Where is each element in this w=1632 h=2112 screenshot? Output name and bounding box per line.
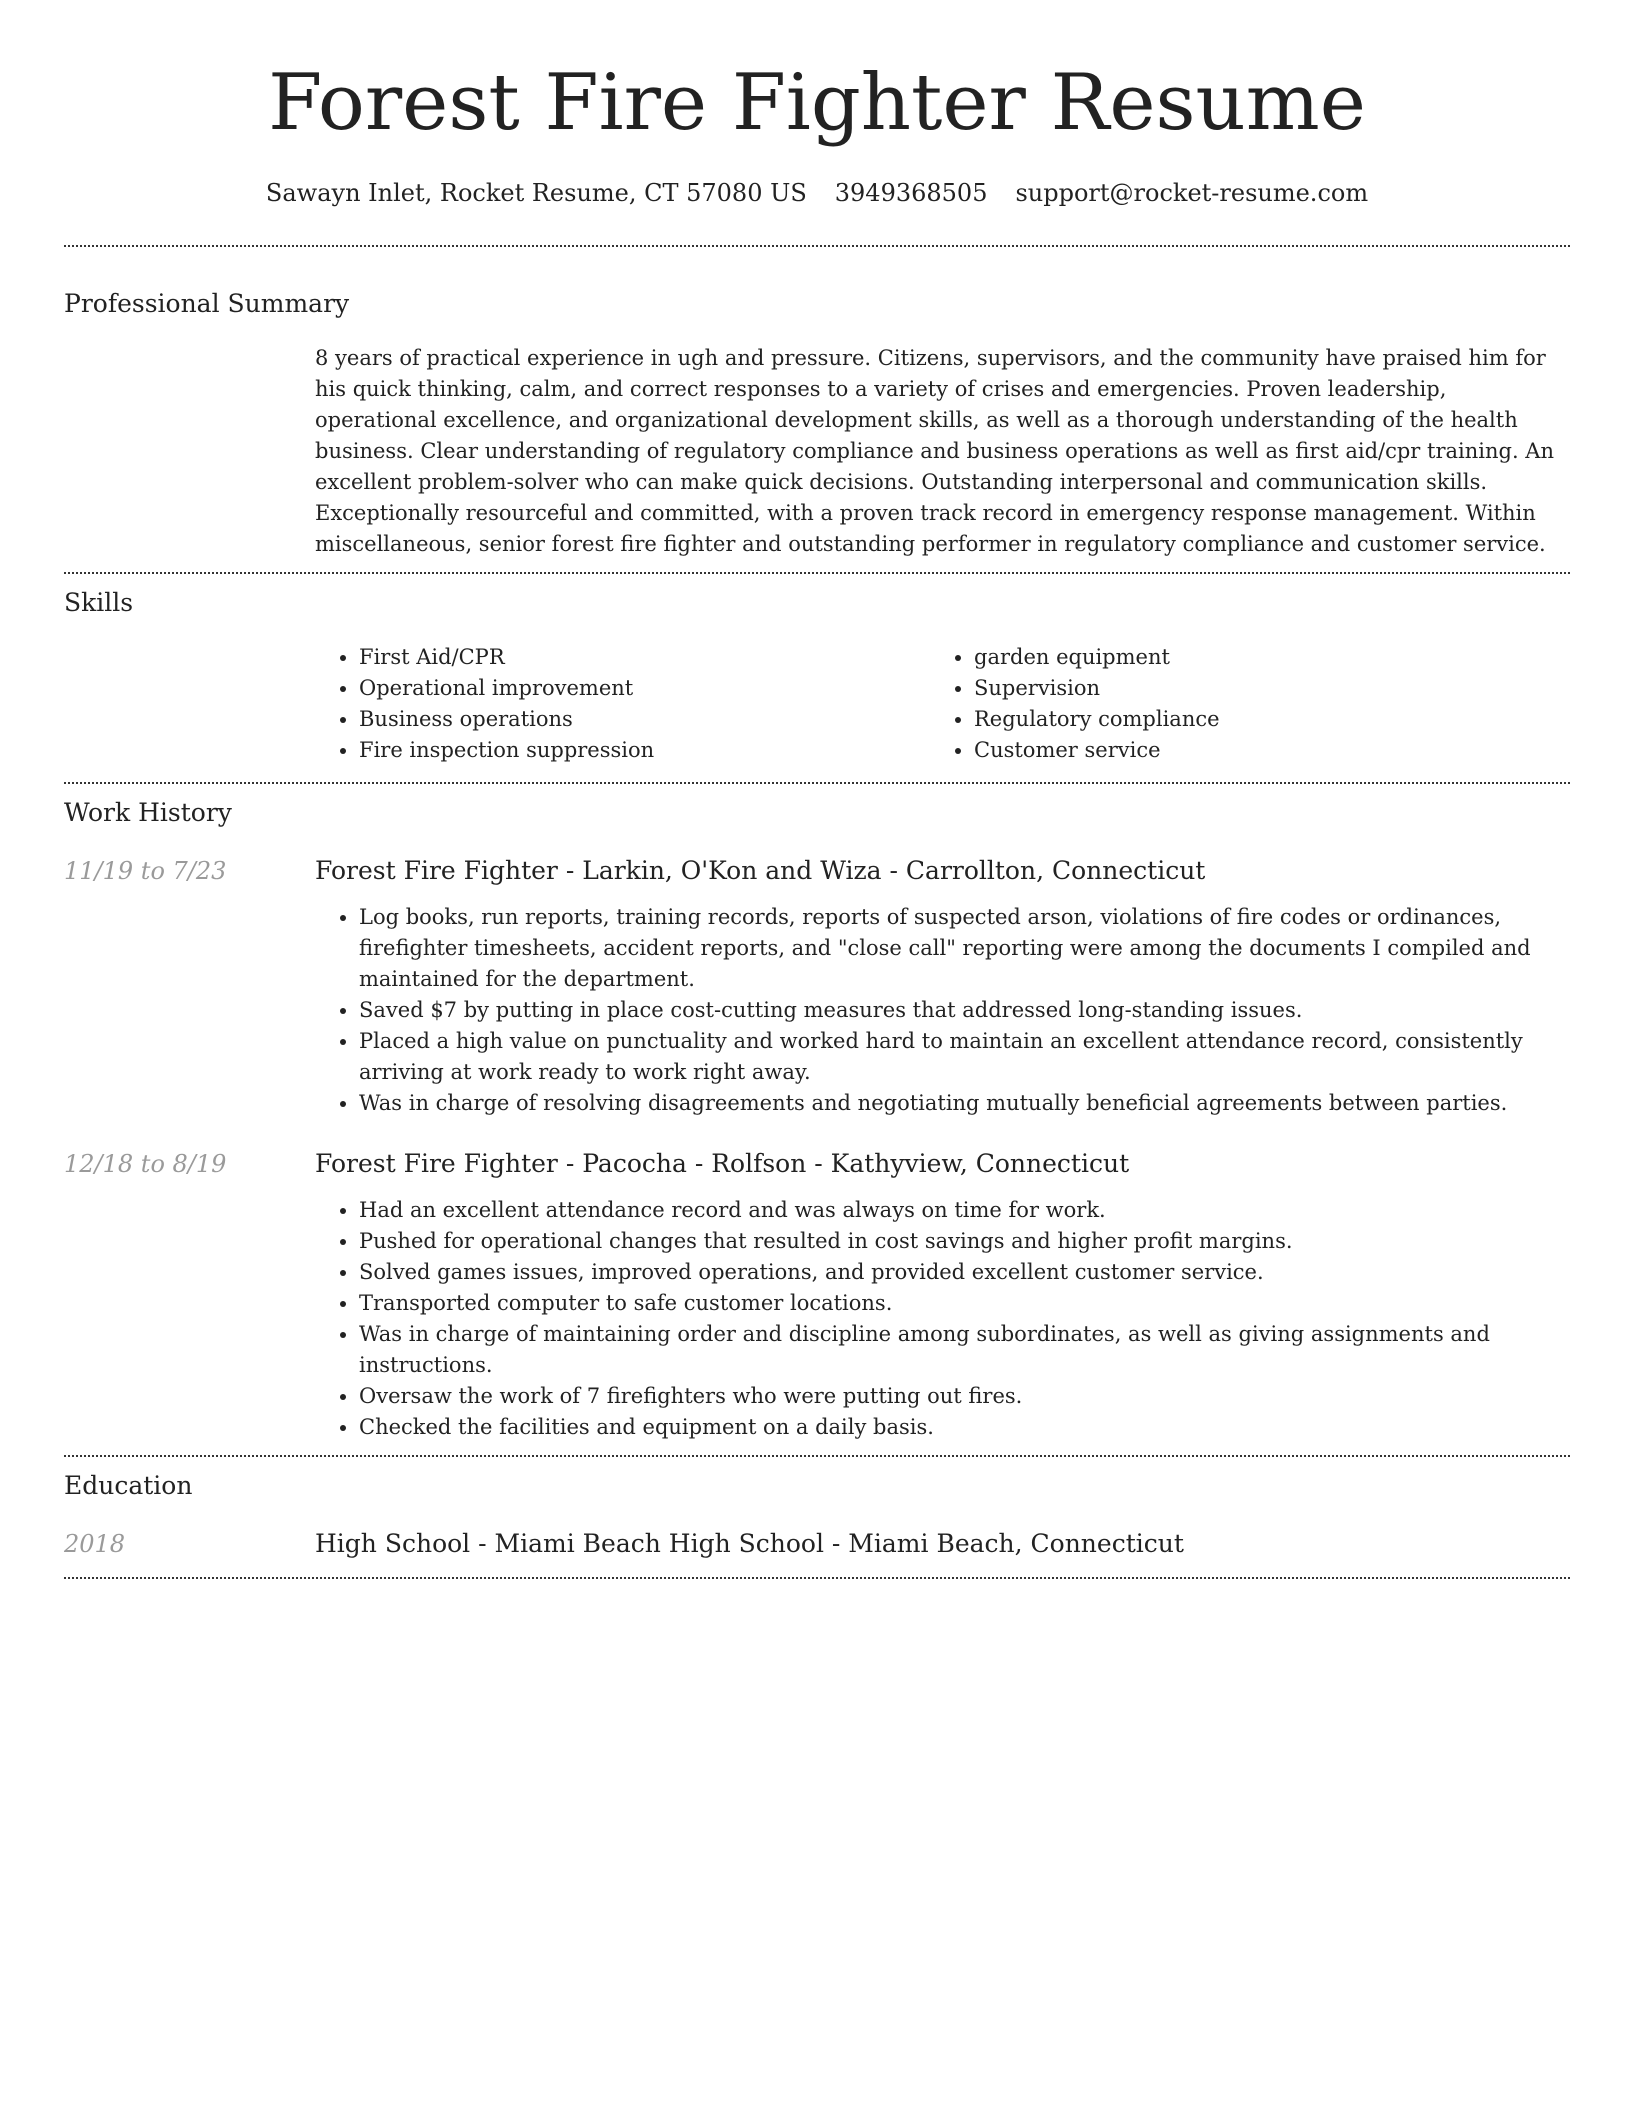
skills-heading: Skills <box>64 588 134 617</box>
education-entry <box>64 1527 1570 1561</box>
work-history-heading: Work History <box>64 798 232 827</box>
skill-item: • Supervision <box>974 673 1544 704</box>
job-dates: 12/18 to 8/19 <box>64 1150 227 1178</box>
job-title: Forest Fire Fighter - Pacocha - Rolfson - Kathyview, Connecticut <box>315 1149 1130 1178</box>
work-history-section <box>64 784 1570 1443</box>
resume-page <box>64 0 1570 1579</box>
skill-item: • Fire inspection suppression <box>359 735 930 766</box>
skill-item: • Business operations <box>359 704 930 735</box>
skill-item: • Customer service <box>974 735 1544 766</box>
contact-email: support@rocket-resume.com <box>1015 179 1369 207</box>
job-dates: 11/19 to 7/23 <box>64 857 227 885</box>
skill-item: • First Aid/CPR <box>359 642 930 673</box>
summary-text: 8 years of practical experience in ugh and pressure. Citizens, supervisors, and the community have praised him for his quick thinking, calm, and correct responses to a variety of crises and emergencies. Proven leadership, operational excellence, and organizational development skills, as well as a thorough understanding of the health business. Clear understanding of regulatory compliance and business operations as well as first aid/cpr training. An excellent problem-solver who can make quick decisions. Outstanding interpersonal and communication skills. Exceptionally resourceful and committed, with a proven track record in emergency response management. Within miscellaneous, senior forest fire fighter and outstanding performer in regulatory compliance and customer service. <box>315 346 1554 556</box>
contact-phone: 3949368505 <box>834 179 988 207</box>
job-entry <box>64 1147 1570 1443</box>
contact-line <box>64 176 1570 210</box>
job-bullet: • Solved games issues, improved operations, and provided excellent customer service. <box>359 1257 1570 1288</box>
summary-section <box>64 247 1570 560</box>
skills-list-left <box>315 642 930 766</box>
job-bullet: • Transported computer to safe customer locations. <box>359 1288 1570 1319</box>
job-bullet: • Was in charge of maintaining order and discipline among subordinates, as well as giving assignments and instructions. <box>359 1319 1570 1381</box>
job-bullet: • Placed a high value on punctuality and worked hard to maintain an excellent attendance record, consistently arriving at work ready to work right away. <box>359 1026 1570 1088</box>
section-divider <box>64 1577 1570 1579</box>
job-bullet: • Had an excellent attendance record and was always on time for work. <box>359 1195 1570 1226</box>
skills-grid <box>315 642 1570 766</box>
job-bullet: • Oversaw the work of 7 firefighters who were putting out fires. <box>359 1381 1570 1412</box>
education-section <box>64 1457 1570 1561</box>
job-bullet: • Log books, run reports, training records, reports of suspected arson, violations of fire codes or ordinances, firefighter timesheets, accident reports, and "close call" reporting were among the documents I compiled and maintained for the department. <box>359 902 1570 995</box>
job-bullets <box>315 1195 1570 1443</box>
summary-heading: Professional Summary <box>64 289 350 318</box>
job-title: Forest Fire Fighter - Larkin, O'Kon and Wiza - Carrollton, Connecticut <box>315 856 1206 885</box>
job-bullet: • Checked the facilities and equipment on a daily basis. <box>359 1412 1570 1443</box>
job-bullets <box>315 902 1570 1119</box>
job-bullet: • Pushed for operational changes that resulted in cost savings and higher profit margins. <box>359 1226 1570 1257</box>
job-bullet: • Was in charge of resolving disagreements and negotiating mutually beneficial agreements between parties. <box>359 1088 1570 1119</box>
education-year: 2018 <box>64 1530 126 1558</box>
education-title: High School - Miami Beach High School - Miami Beach, Connecticut <box>315 1529 1184 1558</box>
contact-address: Sawayn Inlet, Rocket Resume, CT 57080 US <box>265 179 807 207</box>
job-entry <box>64 854 1570 1119</box>
skill-item: • Regulatory compliance <box>974 704 1544 735</box>
skill-item: • garden equipment <box>974 642 1544 673</box>
education-heading: Education <box>64 1471 193 1500</box>
page-title: Forest Fire Fighter Resume <box>268 58 1366 148</box>
job-bullet: • Saved $7 by putting in place cost-cutting measures that addressed long-standing issues. <box>359 995 1570 1026</box>
skills-list-right <box>930 642 1544 766</box>
skill-item: • Operational improvement <box>359 673 930 704</box>
skills-section <box>64 574 1570 766</box>
